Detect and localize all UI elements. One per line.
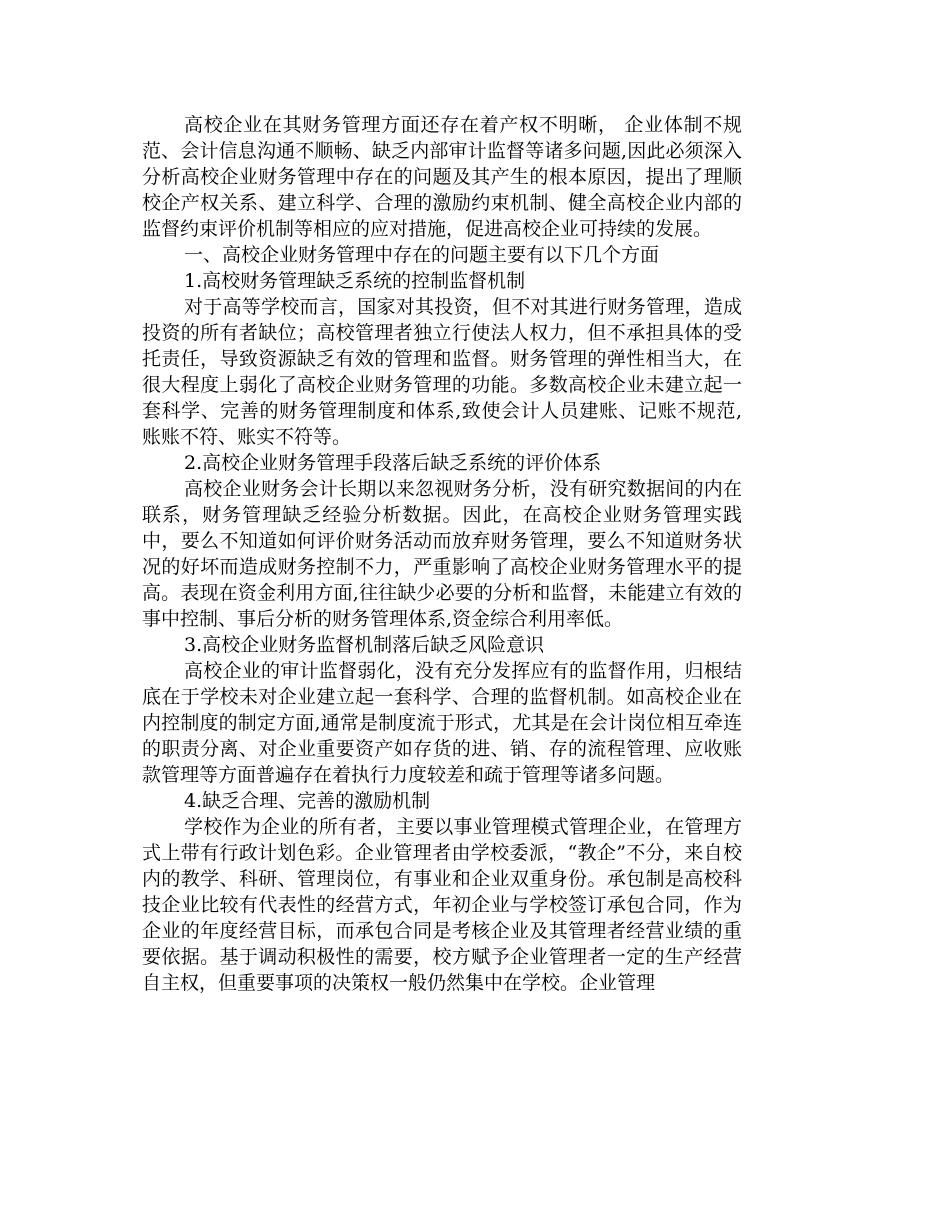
subheading-3: 3.高校企业财务监督机制落后缺乏风险意识 (184, 634, 545, 656)
subheading-4: 4.缺乏合理、完善的激励机制 (184, 790, 431, 812)
document-body (142, 112, 742, 996)
section-heading-problems: 一、高校企业财务管理中存在的问题主要有以下几个方面 (184, 244, 660, 266)
paragraph-1: 对于高等学校而言，国家对其投资，但不对其进行财务管理，造成投资的所有者缺位；高校管理者独立行使法人权力，但不承担具体的受托责任，导致资源缺乏有效的管理和监督。财务管理的弹性相当大，在很大程度上弱化了高校企业财务管理的功能。多数高校企业未建立起一套科学、完善的财务管理制度和体系,致使会计人员建账、记账不规范,账账不符、账实不符等。 (142, 296, 742, 448)
subheading-1: 1.高校财务管理缺乏系统的控制监督机制 (184, 270, 526, 292)
paragraph-3: 高校企业的审计监督弱化，没有充分发挥应有的监督作用，归根结底在于学校未对企业建立起一套科学、合理的监督机制。如高校企业在内控制度的制定方面,通常是制度流于形式，尤其是在会计岗位相互牵连的职责分离、对企业重要资产如存货的进、销、存的流程管理、应收账款管理等方面普遍存在着执行力度较差和疏于管理等诸多问题。 (142, 660, 742, 786)
subheading-2: 2.高校企业财务管理手段落后缺乏系统的评价体系 (184, 452, 602, 474)
intro-paragraph: 高校企业在其财务管理方面还存在着产权不明晰， 企业体制不规范、会计信息沟通不顺畅、缺乏内部审计监督等诸多问题,因此必须深入分析高校企业财务管理中存在的问题及其产生的根本原因，提出了理顺校企产权关系、建立科学、合理的激励约束机制、健全高校企业内部的监督约束评价机制等相应的应对措施，促进高校企业可持续的发展。 (142, 114, 742, 240)
paragraph-2: 高校企业财务会计长期以来忽视财务分析，没有研究数据间的内在联系，财务管理缺乏经验分析数据。因此，在高校企业财务管理实践中，要么不知道如何评价财务活动而放弃财务管理，要么不知道财务状况的好坏而造成财务控制不力，严重影响了高校企业财务管理水平的提高。表现在资金利用方面,往往缺少必要的分析和监督，未能建立有效的事中控制、事后分析的财务管理体系,资金综合利用率低。 (142, 478, 742, 630)
paragraph-4: 学校作为企业的所有者，主要以事业管理模式管理企业，在管理方式上带有行政计划色彩。企业管理者由学校委派，“教企”不分，来自校内的教学、科研、管理岗位，有事业和企业双重身份。承包制是高校科技企业比较有代表性的经营方式，年初企业与学校签订承包合同，作为企业的年度经营目标，而承包合同是考核企业及其管理者经营业绩的重要依据。基于调动积极性的需要，校方赋予企业管理者一定的生产经营自主权，但重要事项的决策权一般仍然集中在学校。企业管理 (142, 816, 742, 994)
